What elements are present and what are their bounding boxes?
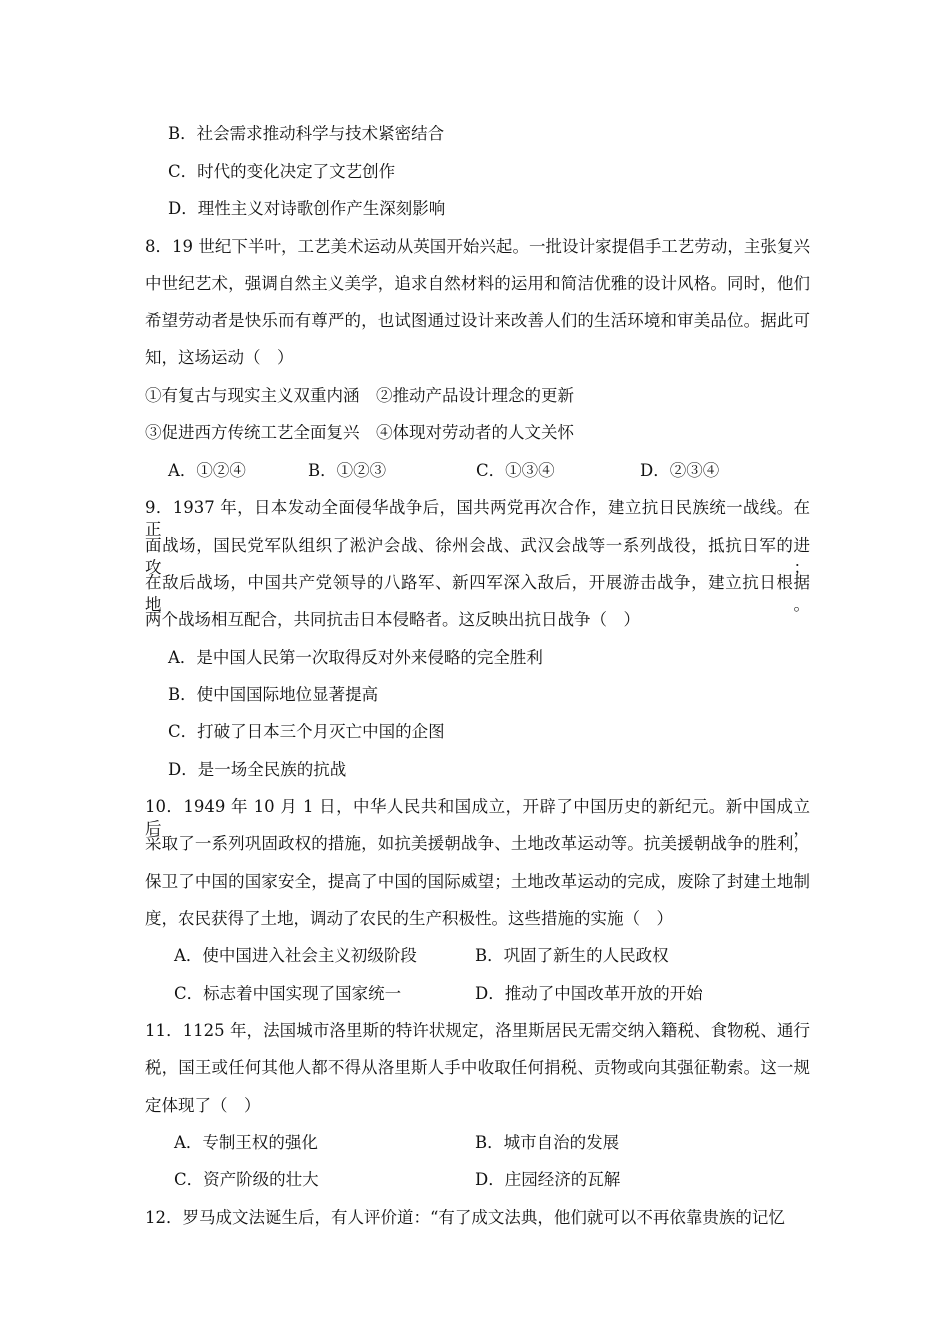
q8-stem-line: 中世纪艺术，强调自然主义美学，追求自然材料的运用和简洁优雅的设计风格。同时，他们 (145, 274, 810, 293)
q11-option-a: A．专制王权的强化 (174, 1133, 318, 1152)
q8-statements-line: ①有复古与现实主义双重内涵 ②推动产品设计理念的更新 (145, 386, 574, 405)
q8-option-a: A．①②④ (168, 461, 246, 480)
q7-option-c: C．时代的变化决定了文艺创作 (168, 162, 396, 181)
q11-option-c: C．资产阶级的壮大 (174, 1170, 319, 1189)
q10-option-b: B．巩固了新生的人民政权 (475, 946, 669, 965)
q11-stem-line: 定体现了（ ） (145, 1096, 261, 1115)
q9-option-c: C．打破了日本三个月灭亡中国的企图 (168, 722, 445, 741)
q10-stem-line: 度，农民获得了土地，调动了农民的生产积极性。这些措施的实施（ ） (145, 909, 673, 928)
q8-option-c: C．①③④ (476, 461, 555, 480)
q7-option-b: B．社会需求推动科学与技术紧密结合 (168, 124, 445, 143)
q9-stem-line: 9．1937 年，日本发动全面侵华战争后，国共两党再次合作，建立抗日民族统一战线。在正 (145, 498, 810, 539)
q10-stem-line: 采取了一系列巩固政权的措施，如抗美援朝战争、土地改革运动等。抗美援朝战争的胜利， (145, 834, 810, 853)
q10-option-a: A．使中国进入社会主义初级阶段 (174, 946, 417, 965)
q9-option-b: B．使中国国际地位显著提高 (168, 685, 379, 704)
q9-option-d: D．是一场全民族的抗战 (168, 760, 347, 779)
q7-option-d: D．理性主义对诗歌创作产生深刻影响 (168, 199, 446, 218)
q11-option-d: D．庄园经济的瓦解 (475, 1170, 621, 1189)
q8-stem-line: 8．19 世纪下半叶，工艺美术运动从英国开始兴起。一批设计家提倡手工艺劳动，主张复兴 (145, 237, 810, 256)
q11-option-b: B．城市自治的发展 (475, 1133, 620, 1152)
q10-option-d: D．推动了中国改革开放的开始 (475, 984, 703, 1003)
q11-stem-line: 税，国王或任何其他人都不得从洛里斯人手中收取任何捐税、贡物或向其强征勒索。这一规 (145, 1058, 810, 1077)
q8-statements-line: ③促进西方传统工艺全面复兴 ④体现对劳动者的人文关怀 (145, 423, 574, 442)
q12-stem-line: 12．罗马成文法诞生后，有人评价道：“有了成文法典，他们就可以不再依靠贵族的记忆 (145, 1208, 785, 1227)
q8-stem-line: 知，这场运动（ ） (145, 348, 294, 367)
q9-option-a: A．是中国人民第一次取得反对外来侵略的完全胜利 (168, 648, 543, 667)
q9-stem-line: 面战场，国民党军队组织了淞沪会战、徐州会战、武汉会战等一系列战役，抵抗日军的进攻； (145, 536, 810, 577)
q10-option-c: C．标志着中国实现了国家统一 (174, 984, 402, 1003)
q9-stem-line: 在敌后战场，中国共产党领导的八路军、新四军深入敌后，开展游击战争，建立抗日根据地。 (145, 573, 810, 614)
q8-option-d: D．②③④ (640, 461, 720, 480)
q8-stem-line: 希望劳动者是快乐而有尊严的，也试图通过设计来改善人们的生活环境和审美品位。据此可 (145, 311, 810, 330)
q11-stem-line: 11．1125 年，法国城市洛里斯的特许状规定，洛里斯居民无需交纳入籍税、食物税、通行 (145, 1021, 810, 1040)
q10-stem-line: 保卫了中国的国家安全，提高了中国的国际威望；土地改革运动的完成，废除了封建土地制 (145, 872, 810, 891)
q9-stem-line: 两个战场相互配合，共同抗击日本侵略者。这反映出抗日战争（ ） (145, 610, 640, 629)
q8-option-b: B．①②③ (308, 461, 387, 480)
q10-stem-line: 10．1949 年 10 月 1 日，中华人民共和国成立，开辟了中国历史的新纪元。新中国成立后， (145, 797, 810, 838)
